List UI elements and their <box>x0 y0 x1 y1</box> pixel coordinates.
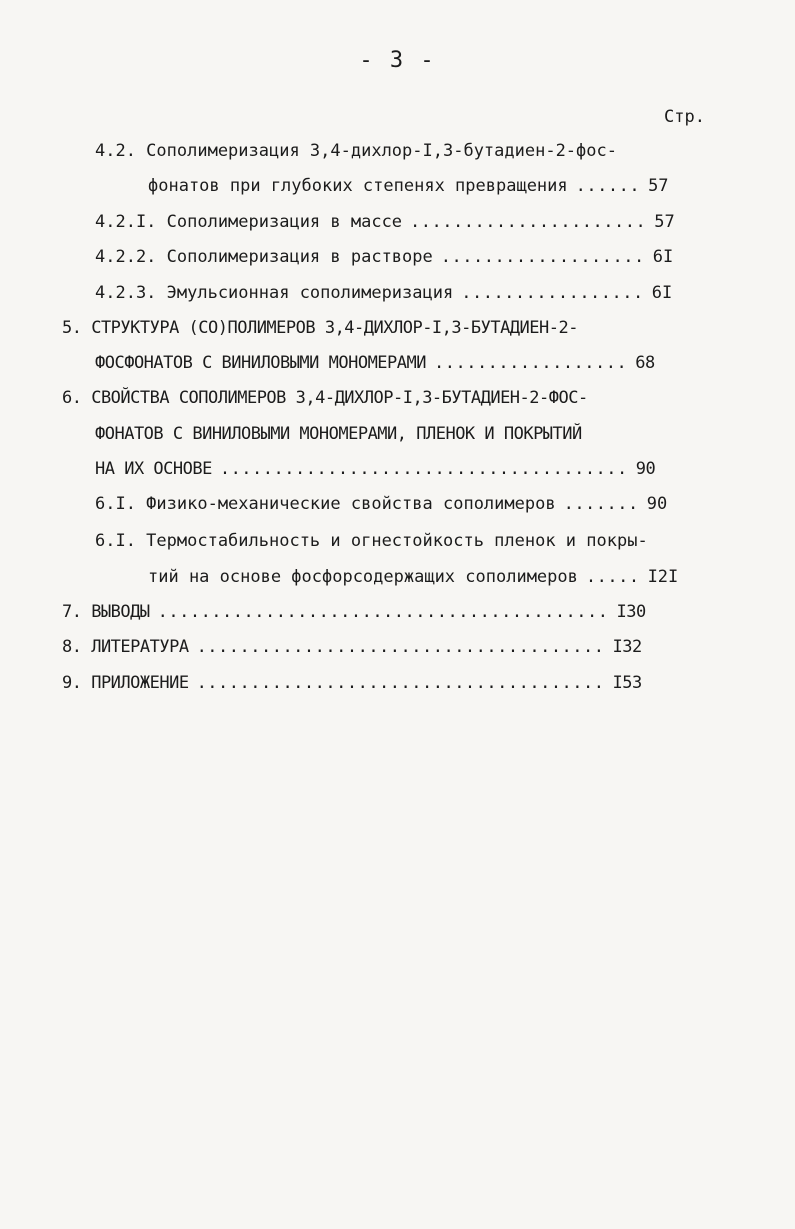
dot-leader: .......................................... <box>157 602 609 622</box>
toc-entry-6-1-b <box>95 528 648 554</box>
toc-entry-text: 6. СВОЙСТВА СОПОЛИМЕРОВ 3,4-ДИХЛОР-I,3-БУТАДИЕН-2-ФОС- <box>62 388 588 408</box>
toc-entry-text: 9. ПРИЛОЖЕНИЕ <box>62 673 189 693</box>
toc-page-number: 6I <box>652 247 674 267</box>
toc-entry-4-2 <box>95 138 617 164</box>
dot-leader: ...................................... <box>219 459 628 479</box>
dot-leader: ...................................... <box>196 637 605 657</box>
toc-entry-text: ФОСФОНАТОВ С ВИНИЛОВЫМИ МОНОМЕРАМИ <box>95 353 426 373</box>
toc-entry-4-2-2 <box>95 244 673 270</box>
toc-entry-text: тий на основе фосфорсодержащих сополимеров <box>148 567 578 587</box>
page-column-label: Стр. <box>664 107 705 127</box>
dot-leader: ...................................... <box>196 673 605 693</box>
toc-entry-text: 7. ВЫВОДЫ <box>62 602 150 622</box>
toc-entry-6-cont <box>95 421 582 447</box>
toc-entry-5 <box>62 315 578 341</box>
toc-entry-text: 5. СТРУКТУРА (СО)ПОЛИМЕРОВ 3,4-ДИХЛОР-I,3-БУТАДИЕН-2- <box>62 318 578 338</box>
toc-entry-8 <box>62 634 642 660</box>
toc-page-number: 90 <box>635 459 656 479</box>
toc-page-number: 6I <box>651 283 673 303</box>
toc-page-number: 57 <box>654 212 675 232</box>
toc-entry-4-2-1 <box>95 209 675 235</box>
dot-leader: ................. <box>461 283 644 303</box>
toc-entry-6-cont-2 <box>95 456 655 482</box>
toc-page-number: 57 <box>648 176 669 196</box>
toc-entry-text: 4.2.3. Эмульсионная сополимеризация <box>95 283 454 303</box>
dot-leader: ...................... <box>410 212 647 232</box>
toc-entry-4-2-3 <box>95 280 672 306</box>
toc-entry-6 <box>62 385 588 411</box>
toc-entry-text: 6.I. Термостабильность и огнестойкость пленок и покры- <box>95 531 648 551</box>
toc-page-number: I32 <box>612 637 642 657</box>
toc-entry-4-2-cont <box>148 173 669 199</box>
dot-leader: ...... <box>575 176 641 196</box>
toc-page-number: I30 <box>616 602 646 622</box>
dot-leader: ....... <box>563 494 639 514</box>
toc-entry-6-1 <box>95 491 667 517</box>
dot-leader: ................... <box>440 247 645 267</box>
toc-entry-text: 8. ЛИТЕРАТУРА <box>62 637 189 657</box>
toc-page-number: 68 <box>635 353 655 373</box>
toc-entry-text: 6.I. Физико-механические свойства сополимеров <box>95 494 556 514</box>
toc-entry-text: 4.2.I. Сополимеризация в массе <box>95 212 403 232</box>
toc-entry-7 <box>62 599 646 625</box>
toc-entry-text: ФОНАТОВ С ВИНИЛОВЫМИ МОНОМЕРАМИ, ПЛЕНОК И ПОКРЫТИЙ <box>95 424 582 444</box>
toc-entry-text: 4.2. Сополимеризация 3,4-дихлор-I,3-бутадиен-2-фос- <box>95 141 617 161</box>
toc-entry-text: НА ИХ ОСНОВЕ <box>95 459 212 479</box>
toc-entry-text: 4.2.2. Сополимеризация в растворе <box>95 247 433 267</box>
toc-page-number: I2I <box>647 567 679 587</box>
toc-page-number: I53 <box>612 673 642 693</box>
toc-entry-text: фонатов при глубоких степенях превращения <box>148 176 568 196</box>
dot-leader: .................. <box>434 353 628 373</box>
toc-page-number: 90 <box>646 494 668 514</box>
dot-leader: ..... <box>585 567 640 587</box>
toc-entry-9 <box>62 670 642 696</box>
toc-entry-5-cont <box>95 350 655 376</box>
page-number: - 3 - <box>359 48 436 73</box>
toc-entry-6-1-b-cont <box>148 564 678 590</box>
